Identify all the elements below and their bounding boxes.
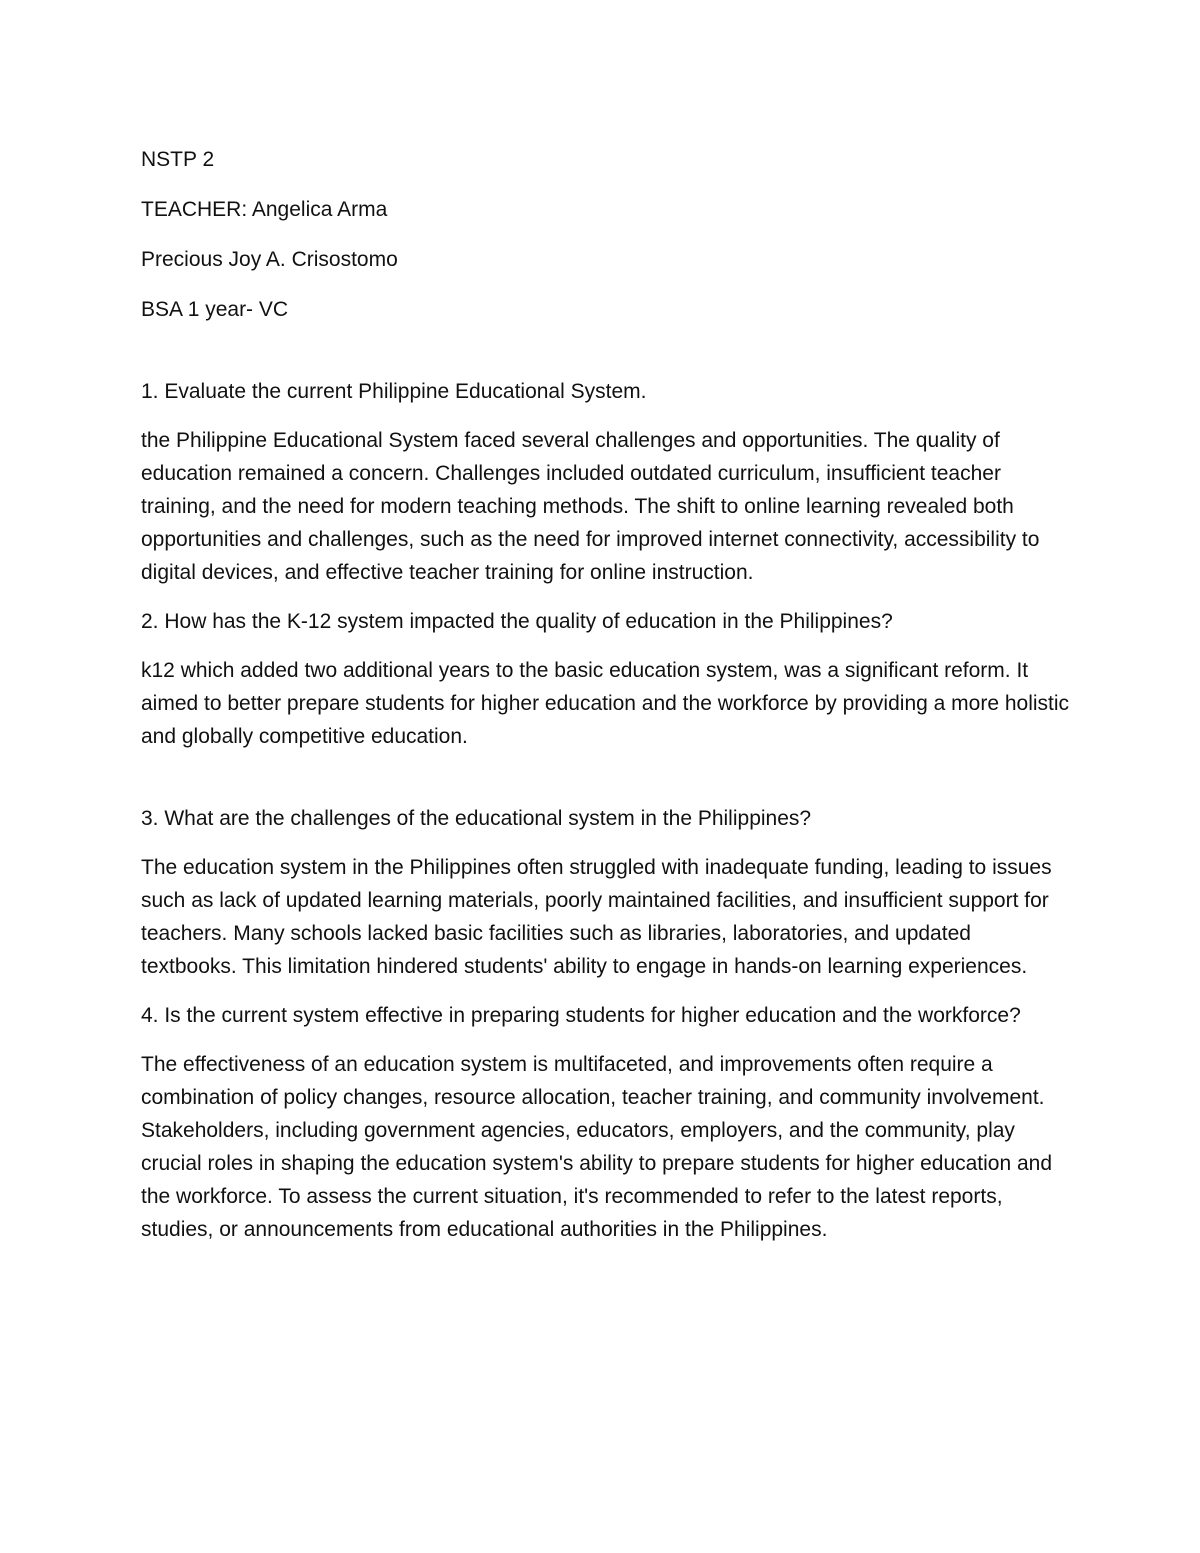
answer-1: the Philippine Educational System faced several challenges and opportunities. The quality of education remained a concern. Challenges included outdated curriculum, insufficient teacher training, and the need for modern teaching methods. The shift to online learning revealed both opportunities and challenges, such as the need for improved internet connectivity, accessibility to digital devices, and effective teacher training for online instruction. — [141, 429, 1040, 584]
section-line: BSA 1 year- VC — [141, 298, 289, 321]
document-body — [141, 143, 1071, 1262]
answer-4: The effectiveness of an education system is multifaceted, and improvements often require a combination of policy changes, resource allocation, teacher training, and community involvement. Stakeholders, including government agencies, educators, employers, and the community, play crucial roles in shaping the education system's ability to prepare students for higher education and the workforce. To assess the current situation, it's recommended to refer to the latest reports, studies, or announcements from educational authorities in the Philippines. — [141, 1053, 1053, 1241]
answer-3: The education system in the Philippines often struggled with inadequate funding, leading to issues such as lack of updated learning materials, poorly maintained facilities, and insufficient support for teachers. Many schools lacked basic facilities such as libraries, laboratories, and updated textbooks. This limitation hindered students' ability to engage in hands-on learning experiences. — [141, 856, 1052, 978]
student-name: Precious Joy A. Crisostomo — [141, 248, 398, 271]
question-1: 1. Evaluate the current Philippine Educational System. — [141, 380, 647, 403]
question-4: 4. Is the current system effective in preparing students for higher education and the workforce? — [141, 1004, 1021, 1027]
answer-2: k12 which added two additional years to the basic education system, was a significant reform. It aimed to better prepare students for higher education and the workforce by providing a more holistic and globally competitive education. — [141, 659, 1070, 748]
question-2: 2. How has the K-12 system impacted the quality of education in the Philippines? — [141, 610, 893, 633]
teacher-line: TEACHER: Angelica Arma — [141, 198, 388, 221]
course-title: NSTP 2 — [141, 148, 215, 171]
question-3: 3. What are the challenges of the educational system in the Philippines? — [141, 807, 812, 830]
